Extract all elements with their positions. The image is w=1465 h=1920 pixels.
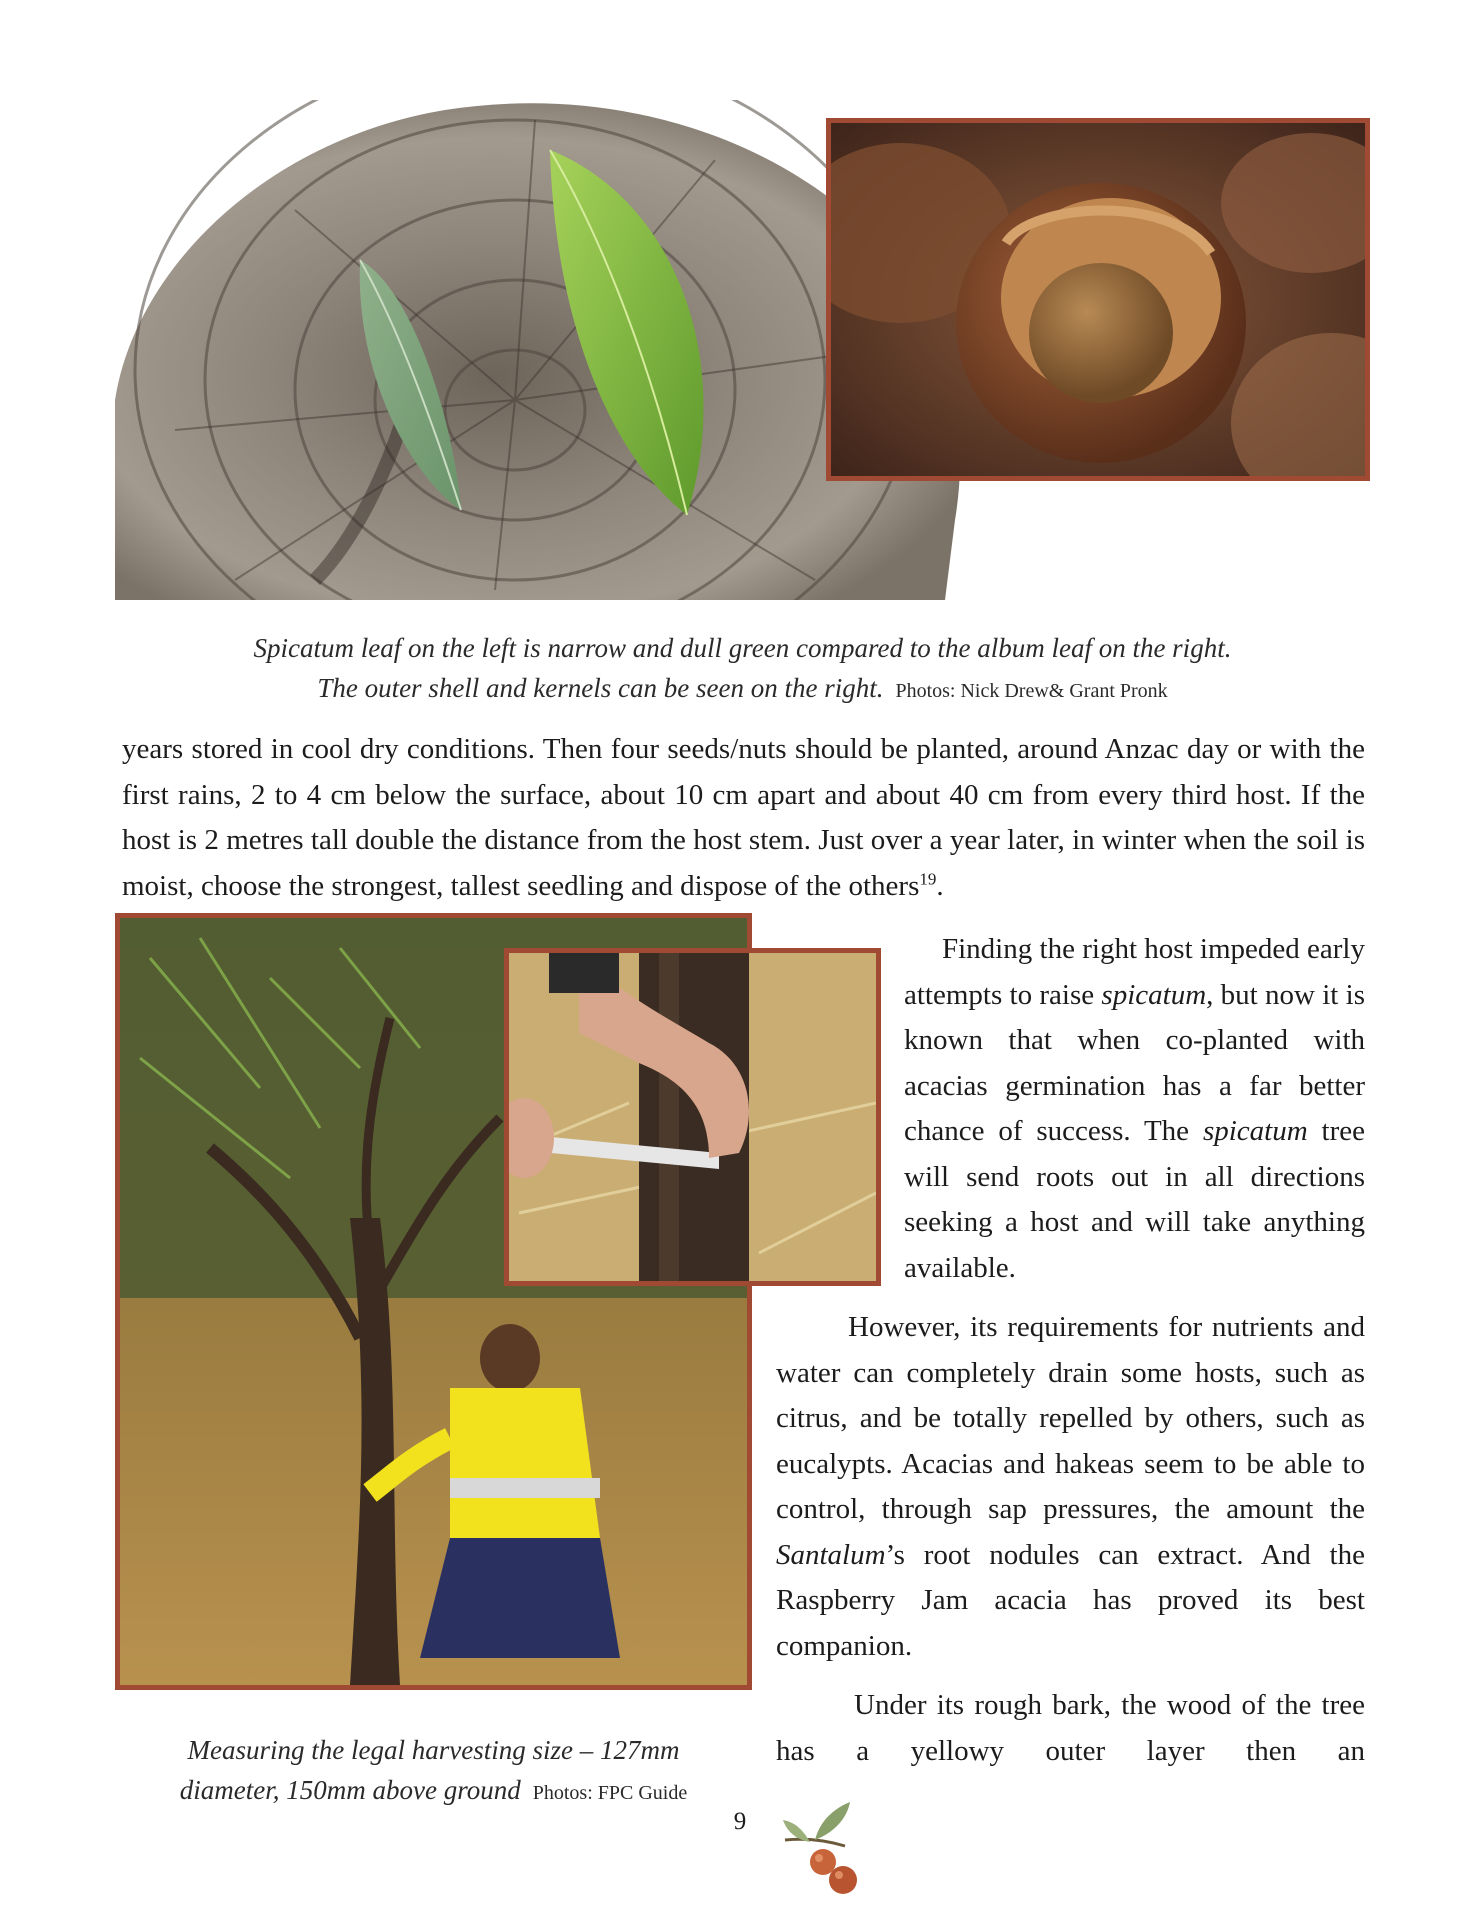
paragraph-nutrients: However, its requirements for nutrients and water can completely drain some hosts, such as citrus, and be totally repelled by others, such as eucalypts. Acacias and hakeas seem to be able to control, through sap pressures, the amount the Santalum’s root nodules can extract. And the Raspberry Jam acacia has proved its best companion. (776, 1311, 1365, 1662)
tape-measure-photo (504, 948, 881, 1286)
top-caption-line1: Spicatum leaf on the left is narrow and dull green compared to the album leaf on the right. (253, 633, 1232, 663)
fruit-sprig-icon (775, 1800, 865, 1900)
bottom-caption-line2: diameter, 150mm above ground Photos: FPC Guide (179, 1775, 688, 1805)
top-photo-credit: Photos: Nick Drew& Grant Pronk (895, 680, 1168, 702)
paragraph-bark: Under its rough bark, the wood of the tree has a yellowy outer layer then an (776, 1689, 1365, 1767)
footnote-ref: 19 (919, 868, 937, 888)
bottom-figure-caption (115, 1730, 752, 1813)
top-figure-caption (115, 628, 1370, 711)
top-caption-line2: The outer shell and kernels can be seen on the right. Photos: Nick Drew& Grant Pronk (317, 673, 1168, 703)
bottom-caption-line1: Measuring the legal harvesting size – 127mm (187, 1735, 680, 1765)
page-number: 9 (733, 1808, 747, 1835)
bottom-photo-credit: Photos: FPC Guide (532, 1782, 688, 1804)
nut-shell-photo (826, 118, 1370, 481)
paragraph-host: Finding the right host impeded early attempts to raise spicatum, but now it is known that when co-planted with acacias germination has a far better chance of success. The spicatum tree will send roots out in all directions seeking a host and will take anything available. (904, 933, 1365, 1284)
paragraph-continued: years stored in cool dry conditions. Then four seeds/nuts should be planted, around Anzac day or with the first rains, 2 to 4 cm below the surface, about 10 cm apart and about 40 cm from every third host. If the host is 2 metres tall double the distance from the host stem. Just over a year later, in winter when the soil is moist, choose the strongest, tallest seedling and dispose of the others$^{19}$. (122, 733, 1365, 902)
